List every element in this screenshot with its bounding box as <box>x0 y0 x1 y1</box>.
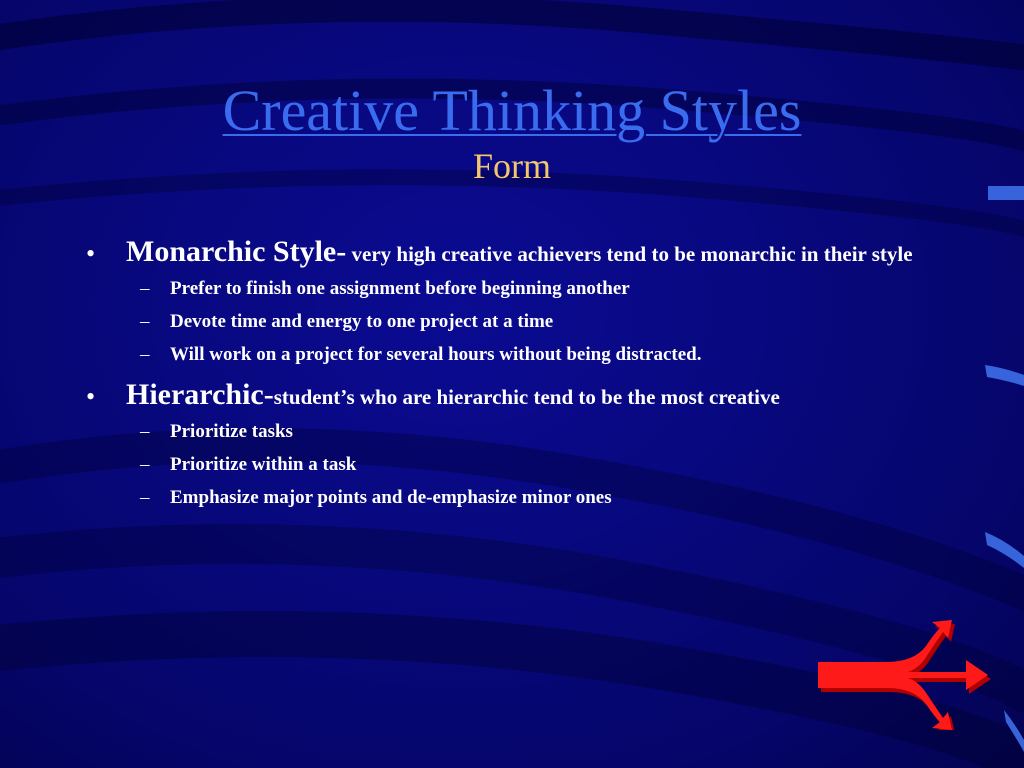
bullet-text: very high creative achievers tend to be monarchic in their style <box>346 242 913 266</box>
bullet-glyph: • <box>86 239 96 268</box>
slide-subtitle: Form <box>472 146 551 186</box>
sub-item-text: Prefer to finish one assignment before beginning another <box>170 278 630 299</box>
split-arrow-icon[interactable] <box>816 620 992 730</box>
dash-glyph: – <box>140 421 150 442</box>
sub-item <box>84 415 964 448</box>
bullet-glyph: • <box>86 382 96 411</box>
sub-item-text: Emphasize major points and de-emphasize minor ones <box>170 487 612 508</box>
title-block <box>0 78 1024 186</box>
sub-item-text: Will work on a project for several hours without being distracted. <box>170 344 702 365</box>
bullet-text: student’s who are hierarchic tend to be the most creative <box>273 385 780 409</box>
bullet-lead: Monarchic Style- <box>126 235 347 268</box>
dash-glyph: – <box>140 311 150 332</box>
sub-item-text: Prioritize tasks <box>170 421 293 442</box>
content-list <box>84 228 964 520</box>
sub-item <box>84 448 964 481</box>
slide-title-link[interactable]: Creative Thinking Styles <box>222 78 802 143</box>
sub-item-text: Prioritize within a task <box>170 454 357 475</box>
bullet-hierarchic <box>84 377 964 413</box>
sublist-hierarchic <box>84 415 964 514</box>
sub-item <box>84 305 964 338</box>
dash-glyph: – <box>140 344 150 365</box>
dash-glyph: – <box>140 454 150 475</box>
sub-item <box>84 272 964 305</box>
dash-glyph: – <box>140 487 150 508</box>
sub-item <box>84 338 964 371</box>
dash-glyph: – <box>140 278 150 299</box>
sublist-monarchic <box>84 272 964 371</box>
sub-item <box>84 481 964 514</box>
bullet-lead: Hierarchic- <box>126 378 274 411</box>
sub-item-text: Devote time and energy to one project at a time <box>170 311 554 332</box>
bullet-monarchic <box>84 234 964 270</box>
